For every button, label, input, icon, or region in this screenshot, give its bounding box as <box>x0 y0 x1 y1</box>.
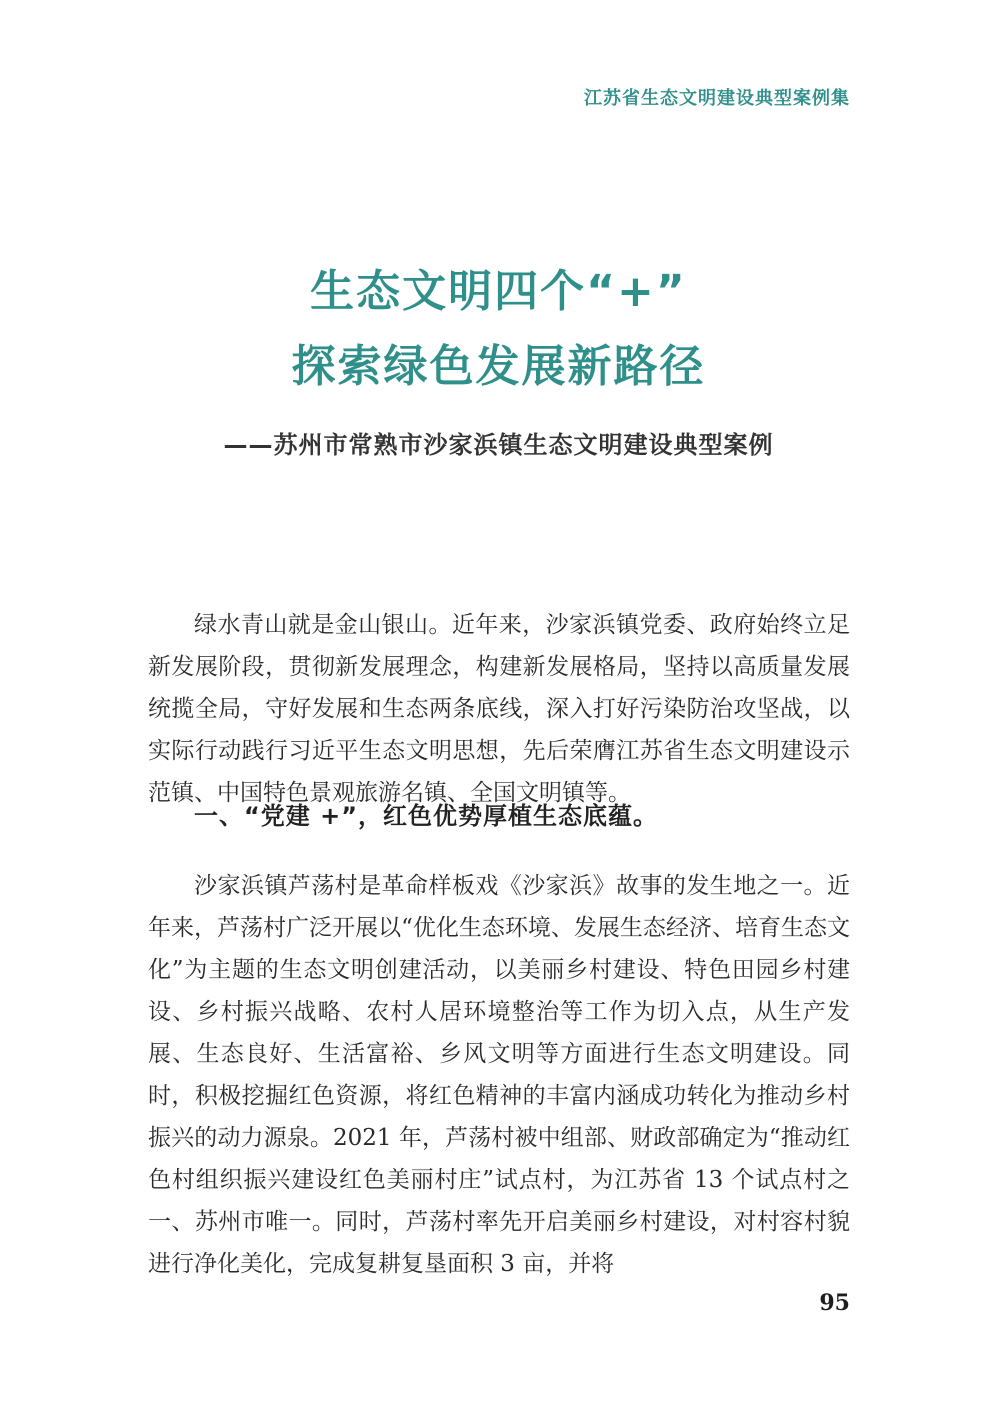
body-paragraph-1: 绿水青山就是金山银山。近年来，沙家浜镇党委、政府始终立足新发展阶段，贯彻新发展理念，构建新发展格局，坚持以高质量发展统揽全局，守好发展和生态两条底线，深入打好污染防治攻坚战，以实际行动践行习近平生态文明思想，先后荣膺江苏省生态文明建设示范镇、中国特色景观旅游名镇、全国文明镇等。 <box>148 612 850 806</box>
body-paragraph-2: 沙家浜镇芦荡村是革命样板戏《沙家浜》故事的发生地之一。近年来，芦荡村广泛开展以“优化生态环境、发展生态经济、培育生态文化”为主题的生态文明创建活动，以美丽乡村建设、特色田园乡村建设、乡村振兴战略、农村人居环境整治等工作为切入点，从生产发展、生态良好、生活富裕、乡风文明等方面进行生态文明建设。同时，积极挖掘红色资源，将红色精神的丰富内涵成功转化为推动乡村振兴的动力源泉。2021 年，芦荡村被中组部、财政部确定为“推动红色村组织振兴建设红色美丽村庄”试点村，为江苏省 13 个试点村之一、苏州市唯一。同时，芦荡村率先开启美丽乡村建设，对村容村貌进行净化美化，完成复耕复垦面积 3 亩，并将 <box>148 873 850 1277</box>
running-head: 江苏省生态文明建设典型案例集 <box>584 88 850 109</box>
title-line-1: 生态文明四个“+” <box>310 266 687 317</box>
section-heading: 一、“党建 +”，红色优势厚植生态底蕴。 <box>194 802 659 830</box>
page-number: 95 <box>819 1290 850 1316</box>
title-line-2: 探索绿色发展新路径 <box>291 341 706 392</box>
subtitle: ——苏州市常熟市沙家浜镇生态文明建设典型案例 <box>223 431 774 459</box>
